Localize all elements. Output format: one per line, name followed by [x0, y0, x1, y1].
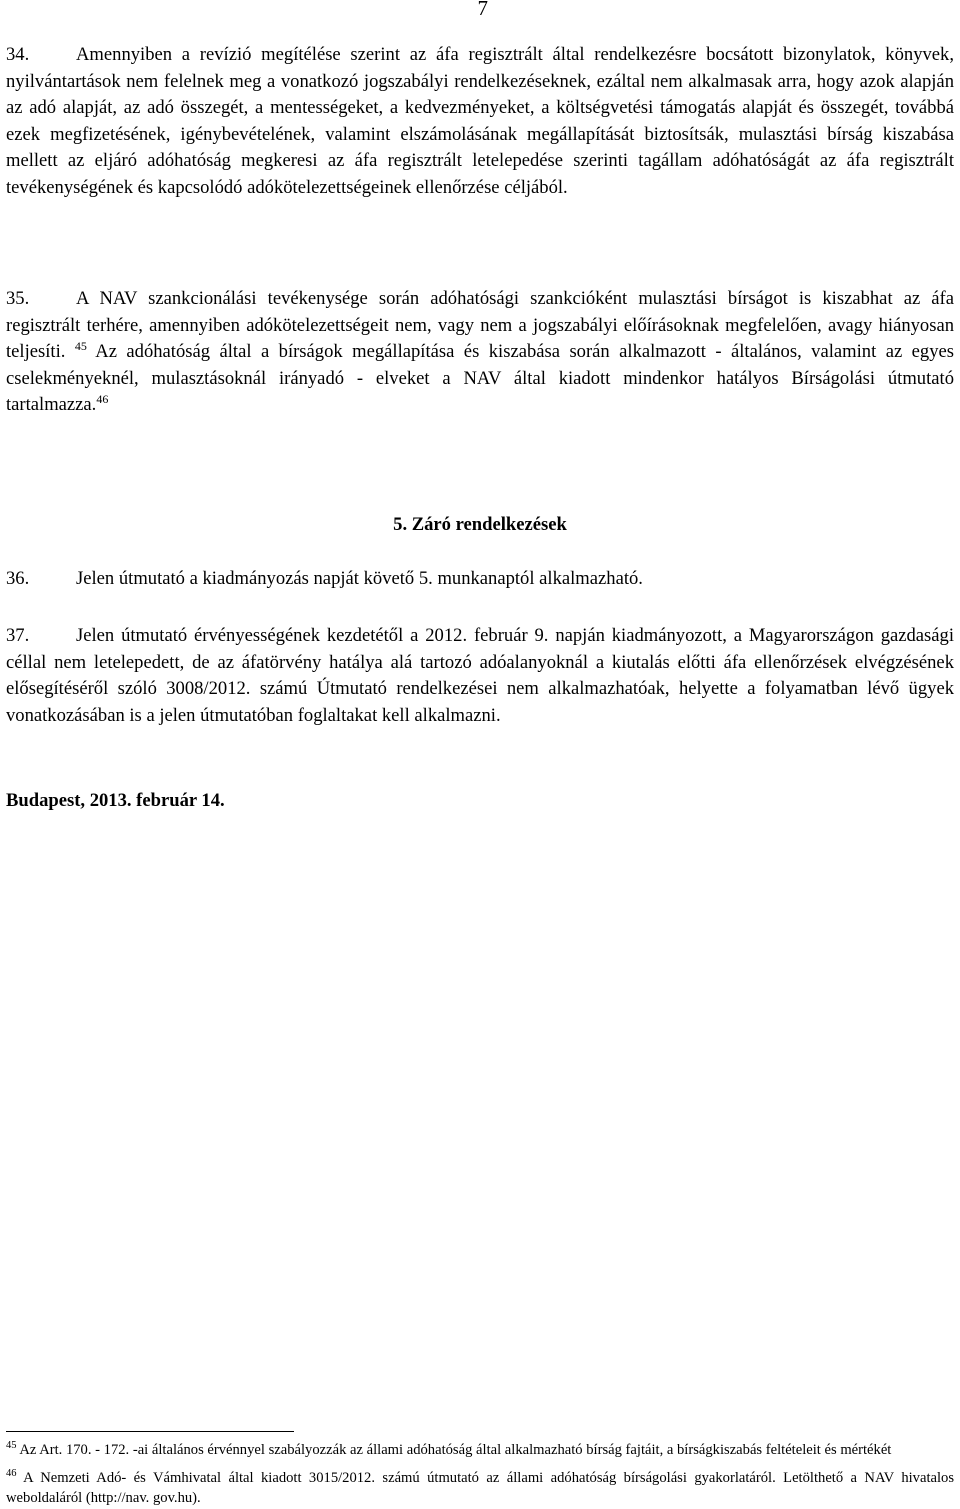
paragraph-34 — [6, 42, 954, 202]
footnote-text: A Nemzeti Adó- és Vámhivatal által kiadott 3015/2012. számú útmutató az állami adóhatóság bírságolási gyakorlatáról. Letölthető a NAV hivatalos weboldaláról (http://nav. gov.hu). — [6, 1470, 955, 1506]
footnote-text: Az Art. 170. - 172. -ai általános érvénnyel szabályozzák az állami adóhatóság által alkalmazható bírság fajtáit, a bírságkiszabás feltételeit és mértékét — [19, 1442, 892, 1458]
paragraph-text: Az adóhatóság által a bírságok megállapítása és kiszabása során alkalmazott - általános, valamint az egyes cselekményeknél, mulasztásoknál irányadó - elveket a NAV által kiadott mindenkor hatályos Bírságolási útmutató tartalmazza. — [6, 341, 954, 416]
paragraph-number: 35. — [6, 288, 30, 309]
paragraph-37 — [6, 623, 954, 729]
footnote-ref-45[interactable]: 45 — [74, 339, 87, 353]
paragraph-text: Jelen útmutató érvényességének kezdetétől a 2012. február 9. napján kiadmányozott, a Magyarországon gazdasági céllal nem letelepedett, de az áfatörvény hatálya alá tartozó adóalanyoknál a kiutalás előtti áfa ellenőrzések elvégzésének elősegítéséről szóló 3008/2012. számú Útmutató rendelkezései nem alkalmazhatóak, helyette a folyamatban lévő ügyek vonatkozásában is a jelen útmutatóban foglaltakat kell alkalmazni. — [6, 625, 954, 726]
footnote-separator — [6, 1431, 294, 1432]
paragraph-text: A NAV szankcionálási tevékenysége során adóhatósági szankcióként mulasztási bírságot is kiszabhat az áfa regisztrált terhére, amennyiben adókötelezettségeit nem, vagy nem a jogszabályi előírásoknak megfelelően, avagy hiányosan teljesíti. — [6, 288, 954, 363]
footnote-mark: 46 — [6, 1468, 17, 1480]
paragraph-number: 37. — [6, 625, 30, 646]
paragraph-36 — [6, 566, 954, 593]
paragraph-35 — [6, 286, 954, 419]
paragraph-number: 34. — [6, 44, 30, 65]
footnote-46 — [6, 1468, 954, 1508]
footnote-45 — [6, 1440, 954, 1460]
footnote-ref-46[interactable]: 46 — [96, 392, 109, 407]
section-heading: 5. Záró rendelkezések — [393, 514, 567, 535]
signoff-date: Budapest, 2013. február 14. — [6, 790, 225, 811]
footnote-mark: 45 — [6, 1440, 17, 1452]
paragraph-text: Amennyiben a revízió megítélése szerint az áfa regisztrált által rendelkezésre bocsátott bizonylatok, könyvek, nyilvántartások nem felelnek meg a vonatkozó jogszabályi rendelkezéseknek, ezáltal nem alkalmasak arra, hogy azok alapján az adó alapját, az adó összegét, a mentességeket, a kedvezményeket, a költségvetési támogatás alapját és összegét, továbbá ezek megfizetésének, igénybevételének, valamint elszámolásának megállapítását biztosítsák, mulasztási bírság kiszabása mellett az eljáró adóhatóság megkeresi az áfa regisztrált letelepedése szerinti tagállam adóhatóságát az áfa regisztrált tevékenységének és kapcsolódó adókötelezettségeinek ellenőrzése céljából. — [6, 44, 954, 198]
page-number: 7 — [477, 0, 488, 20]
paragraph-text: Jelen útmutató a kiadmányozás napját követő 5. munkanaptól alkalmazható. — [76, 568, 643, 589]
paragraph-number: 36. — [6, 568, 30, 589]
